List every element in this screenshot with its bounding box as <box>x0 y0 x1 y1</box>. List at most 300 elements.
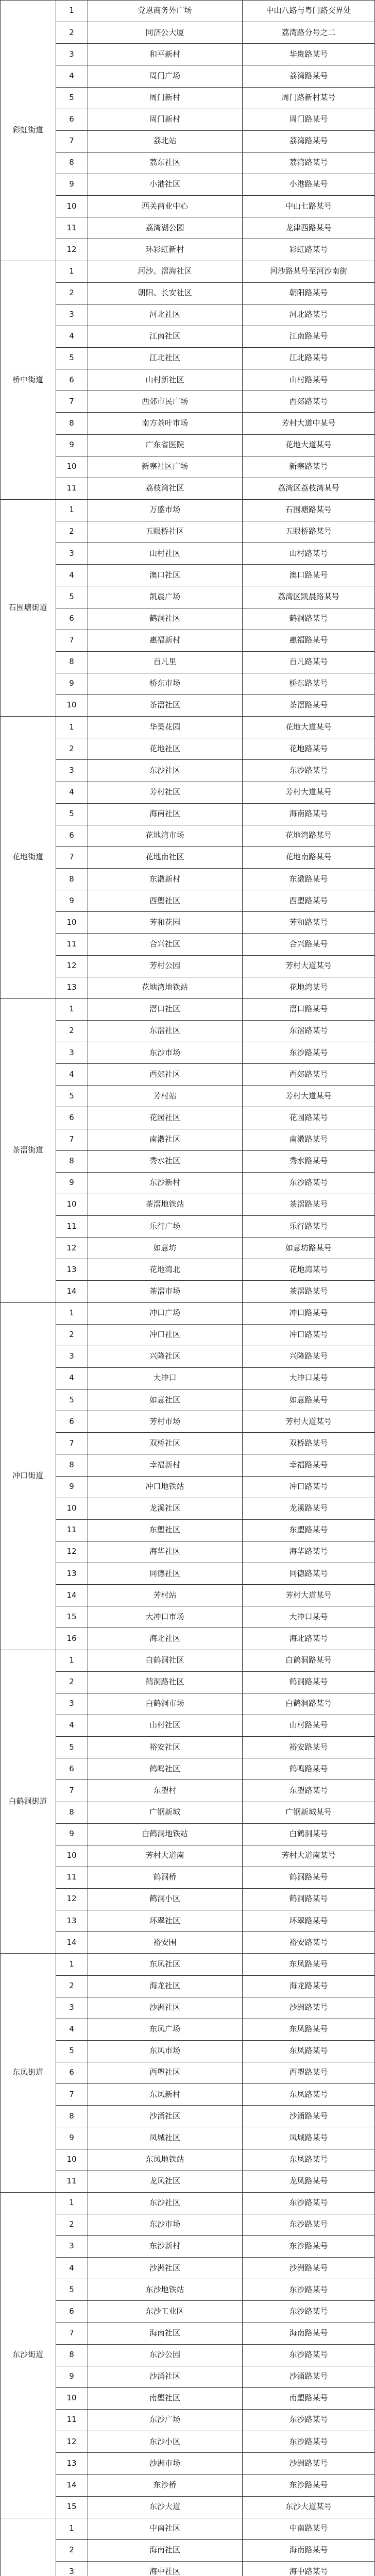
site-address: 茶滘路某号 <box>289 700 328 710</box>
row-rule <box>56 1888 375 1889</box>
row-number: 4 <box>69 787 74 796</box>
row-number: 1 <box>69 266 74 276</box>
row-number: 12 <box>66 1243 77 1252</box>
site-address: 沙洲路某号 <box>289 2263 328 2273</box>
site-name: 花地社区 <box>149 743 180 753</box>
row-number: 5 <box>69 2284 74 2294</box>
site-name: 大冲口市场 <box>145 1612 184 1621</box>
row-rule <box>56 1476 375 1477</box>
row-rule <box>56 1150 375 1151</box>
site-name: 环翠社区 <box>149 1916 180 1925</box>
street-name: 冲口街道 <box>12 1470 43 1480</box>
site-name: 海华社区 <box>149 1547 180 1556</box>
row-number: 2 <box>69 1026 74 1036</box>
row-number: 1 <box>69 6 74 15</box>
row-number: 14 <box>66 1937 77 1947</box>
row-number: 9 <box>69 1829 74 1839</box>
row-rule <box>56 2300 375 2301</box>
site-name: 东沙社区 <box>149 765 180 775</box>
row-number: 10 <box>66 2154 77 2164</box>
row-number: 4 <box>69 331 74 341</box>
row-number: 8 <box>69 657 74 667</box>
site-address: 荔湾区凯晨路某号 <box>277 591 339 601</box>
row-number: 10 <box>66 1199 77 1209</box>
row-rule <box>56 2235 375 2236</box>
row-number: 5 <box>69 1742 74 1752</box>
row-number: 5 <box>69 809 74 819</box>
site-address: 荔湾路某号 <box>289 136 328 146</box>
row-number: 4 <box>69 570 74 580</box>
site-address: 中山八路与粤门路交界处 <box>266 6 351 15</box>
site-address: 裕安路某号 <box>289 1742 328 1752</box>
site-name: 沙洲社区 <box>149 2003 180 2012</box>
row-number: 9 <box>69 679 74 688</box>
site-address: 凤城路某号 <box>289 2132 328 2142</box>
site-name: 环彩虹新村 <box>145 244 184 254</box>
row-number: 2 <box>69 1330 74 1340</box>
street-name: 茶滘街道 <box>12 1145 43 1155</box>
site-name: 周门新村 <box>149 114 180 124</box>
site-address: 大冲口某号 <box>289 1373 328 1383</box>
site-address: 东凤路某号 <box>289 1959 328 1969</box>
row-number: 11 <box>66 223 77 232</box>
site-name: 花园社区 <box>149 1112 180 1122</box>
site-address: 山村路某号 <box>289 1720 328 1730</box>
site-name: 芳村站 <box>153 1091 177 1100</box>
site-address: 山村路某号 <box>289 548 328 558</box>
site-name: 芳村社区 <box>149 787 180 796</box>
row-number: 13 <box>66 1568 77 1578</box>
row-rule <box>56 933 375 934</box>
site-name: 东沙新村 <box>149 2241 180 2251</box>
site-address: 茶滘路某号 <box>289 1286 328 1296</box>
site-name: 荔湾湖公园 <box>145 223 184 232</box>
row-rule <box>56 1020 375 1021</box>
site-address: 东沙路某号 <box>289 2415 328 2425</box>
row-number: 6 <box>69 2306 74 2316</box>
site-name: 同德社区 <box>149 1568 180 1578</box>
row-number: 7 <box>69 635 74 645</box>
site-address: 茶滘路某号 <box>289 1199 328 1209</box>
row-number: 9 <box>69 1178 74 1188</box>
row-number: 11 <box>66 2415 77 2425</box>
row-rule <box>56 2344 375 2345</box>
row-rule <box>56 195 375 196</box>
site-address: 环翠路某号 <box>289 1916 328 1925</box>
row-number: 2 <box>69 743 74 753</box>
site-name: 澳口社区 <box>149 570 180 580</box>
site-name: 凤城社区 <box>149 2132 180 2142</box>
row-number: 3 <box>69 1047 74 1057</box>
row-number: 1 <box>69 2523 74 2533</box>
row-rule <box>56 2083 375 2084</box>
site-address: 花地大道某号 <box>285 439 332 449</box>
row-number: 13 <box>66 1264 77 1274</box>
site-address: 花园路某号 <box>289 1112 328 1122</box>
row-rule <box>56 1085 375 1086</box>
row-number: 1 <box>69 722 74 732</box>
site-address: 广钢新城某号 <box>285 1807 332 1817</box>
site-address: 沙涌路某号 <box>289 2111 328 2121</box>
site-name: 东凤新村 <box>149 2089 180 2099</box>
row-number: 5 <box>69 92 74 102</box>
site-address: 南塱路某号 <box>289 2393 328 2403</box>
row-rule <box>56 955 375 956</box>
row-number: 1 <box>69 1655 74 1665</box>
row-rule <box>56 2257 375 2258</box>
site-address: 鹤洞路某号 <box>289 613 328 623</box>
row-number: 7 <box>69 1134 74 1144</box>
row-rule <box>56 868 375 869</box>
row-rule <box>56 2561 375 2562</box>
row-number: 6 <box>69 1416 74 1426</box>
site-name: 芳和花园 <box>149 917 180 927</box>
site-address: 西郊路某号 <box>289 1069 328 1079</box>
site-name: 朝阳、长安社区 <box>138 288 192 298</box>
site-name: 乐行广场 <box>149 1221 180 1231</box>
site-name: 芳村站 <box>153 1590 177 1600</box>
site-address: 合兴路某号 <box>289 939 328 948</box>
site-address: 芳村大道某号 <box>285 787 332 796</box>
site-address: 海南路某号 <box>289 2328 328 2337</box>
site-name: 华昊花园 <box>149 722 180 732</box>
site-address: 花地湾某号 <box>289 1264 328 1274</box>
row-number: 11 <box>66 2176 77 2186</box>
row-number: 7 <box>69 396 74 406</box>
site-name: 白鹤洞社区 <box>145 1655 184 1665</box>
row-rule <box>56 2040 375 2041</box>
row-number: 6 <box>69 1112 74 1122</box>
row-number: 13 <box>66 2458 77 2468</box>
row-number: 4 <box>69 1373 74 1383</box>
site-address: 荔湾区荔枝湾某号 <box>277 483 339 493</box>
site-name: 龙凤社区 <box>149 2176 180 2186</box>
row-number: 2 <box>69 1980 74 1990</box>
row-number: 10 <box>66 462 77 471</box>
site-name: 东沙工业区 <box>145 2306 184 2316</box>
site-name: 海北社区 <box>149 1633 180 1643</box>
site-address: 周门路某号 <box>289 114 328 124</box>
row-number: 7 <box>69 852 74 862</box>
site-name: 裕安围 <box>153 1937 177 1947</box>
site-name: 海南社区 <box>149 2545 180 2555</box>
row-number: 3 <box>69 310 74 319</box>
site-address: 东沙路某号 <box>289 1047 328 1057</box>
site-name: 鹤洞小区 <box>149 1894 180 1904</box>
site-name: 幸福新村 <box>149 1460 180 1469</box>
site-name: 东沙广场 <box>149 2415 180 2425</box>
site-name: 广东省医院 <box>145 439 184 449</box>
site-name: 河北社区 <box>149 310 180 319</box>
site-name: 东凤地铁站 <box>145 2154 184 2164</box>
site-address: 乐行路某号 <box>289 1221 328 1231</box>
site-name: 龙溪社区 <box>149 1503 180 1513</box>
site-address: 东沙路某号 <box>289 2198 328 2208</box>
site-name: 茶滘市场 <box>149 1286 180 1296</box>
row-number: 10 <box>66 1851 77 1860</box>
row-rule <box>56 412 375 413</box>
row-number: 7 <box>69 2089 74 2099</box>
row-rule <box>56 1519 375 1520</box>
site-name: 海南社区 <box>149 809 180 819</box>
row-number: 11 <box>66 1525 77 1535</box>
row-number: 3 <box>69 548 74 558</box>
site-address: 花地路某号 <box>289 743 328 753</box>
row-number: 8 <box>69 874 74 884</box>
site-address: 海龙路某号 <box>289 1980 328 1990</box>
site-name: 东凤社区 <box>149 1959 180 1969</box>
site-name: 东塱社区 <box>149 1525 180 1535</box>
site-address: 周门路新村某号 <box>281 92 336 102</box>
row-rule <box>56 2387 375 2388</box>
row-rule <box>56 2105 375 2106</box>
row-number: 2 <box>69 288 74 298</box>
row-number: 16 <box>66 1633 77 1643</box>
site-address: 东沙路某号 <box>289 2241 328 2251</box>
site-name: 白鹤洞地铁站 <box>141 1829 188 1839</box>
site-name: 荔北站 <box>153 136 177 146</box>
site-address: 白鹤洞路某号 <box>285 1699 332 1708</box>
row-number: 9 <box>69 2132 74 2142</box>
site-name: 惠福新村 <box>149 635 180 645</box>
site-name: 兴隆社区 <box>149 1351 180 1361</box>
site-name: 江南社区 <box>149 331 180 341</box>
site-name: 东凤广场 <box>149 2024 180 2034</box>
site-name: 党恩商务外广场 <box>138 6 192 15</box>
site-name: 凯晨广场 <box>149 591 180 601</box>
row-number: 5 <box>69 591 74 601</box>
row-number: 12 <box>66 1547 77 1556</box>
site-address: 江北路某号 <box>289 353 328 363</box>
site-name: 西郊市民广场 <box>141 396 188 406</box>
site-name: 东沙新村 <box>149 1178 180 1188</box>
site-name: 冲口地铁站 <box>145 1482 184 1492</box>
row-rule <box>56 347 375 348</box>
site-address: 龙凤路某号 <box>289 2176 328 2186</box>
site-name: 南塱社区 <box>149 2393 180 2403</box>
site-name: 茶滘社区 <box>149 700 180 710</box>
site-name: 小港社区 <box>149 179 180 189</box>
site-address: 如意路某号 <box>289 1395 328 1404</box>
street-name: 花地街道 <box>12 852 43 862</box>
site-address: 双桥路某号 <box>289 1438 328 1448</box>
site-address: 西郊路某号 <box>289 396 328 406</box>
row-rule <box>56 1215 375 1216</box>
site-name: 海中社区 <box>149 2567 180 2576</box>
row-number: 15 <box>66 2502 77 2511</box>
site-address: 东沙路某号 <box>289 1178 328 1188</box>
site-name: 沙涌社区 <box>149 2371 180 2381</box>
row-number: 10 <box>66 201 77 211</box>
row-number: 8 <box>69 2111 74 2121</box>
site-name: 山村社区 <box>149 1720 180 1730</box>
site-name: 西关商业中心 <box>141 201 188 211</box>
site-address: 鹤洞路某号 <box>289 1894 328 1904</box>
site-address: 沙洲路某号 <box>289 2458 328 2468</box>
site-address: 东凤路某号 <box>289 2154 328 2164</box>
row-number: 13 <box>66 982 77 992</box>
row-number: 15 <box>66 1612 77 1621</box>
row-number: 8 <box>69 418 74 428</box>
row-number: 14 <box>66 1590 77 1600</box>
row-number: 5 <box>69 1395 74 1404</box>
site-address: 裕安路某号 <box>289 1937 328 1947</box>
site-address: 兴隆路某号 <box>289 1351 328 1361</box>
site-name: 中南社区 <box>149 2523 180 2533</box>
row-number: 6 <box>69 1764 74 1773</box>
site-address: 幸福路某号 <box>289 1460 328 1469</box>
site-address: 荔湾路某号 <box>289 158 328 167</box>
row-number: 4 <box>69 1720 74 1730</box>
site-name: 桥东市场 <box>149 679 180 688</box>
row-number: 9 <box>69 895 74 905</box>
site-name: 东凤市场 <box>149 2046 180 2056</box>
row-rule <box>56 759 375 760</box>
row-rule <box>56 1324 375 1325</box>
row-rule <box>56 43 375 44</box>
site-name: 周门广场 <box>149 71 180 80</box>
row-rule <box>56 130 375 131</box>
site-name: 鹤鸣社区 <box>149 1764 180 1773</box>
street-name <box>0 2518 56 2576</box>
site-name: 东沙市场 <box>149 1047 180 1057</box>
row-number: 12 <box>66 2436 77 2446</box>
row-rule <box>56 1584 375 1585</box>
site-address: 芳村大道中某号 <box>281 418 336 428</box>
site-name: 秀水社区 <box>149 1156 180 1166</box>
site-name: 芳村市场 <box>149 1416 180 1426</box>
site-address: 澳口路某号 <box>289 570 328 580</box>
site-address: 芳村大道某号 <box>285 1416 332 1426</box>
row-rule <box>56 1280 375 1281</box>
site-address: 石围塘路某号 <box>285 505 332 515</box>
site-name: 鹤洞路社区 <box>145 1677 184 1687</box>
site-name: 滘口社区 <box>149 1004 180 1014</box>
site-address: 白鹤洞某号 <box>289 1829 328 1839</box>
site-address: 中山七路某号 <box>285 201 332 211</box>
row-number: 14 <box>66 1286 77 1296</box>
row-number: 8 <box>69 1156 74 1166</box>
site-name: 东沙市场 <box>149 2219 180 2229</box>
site-address: 花地湾路某号 <box>285 831 332 840</box>
site-name: 花地湾地铁站 <box>141 982 188 992</box>
row-number: 10 <box>66 917 77 927</box>
row-number: 4 <box>69 2263 74 2273</box>
site-name: 荔枝湾社区 <box>145 483 184 493</box>
site-address: 东沙路某号 <box>289 2306 328 2316</box>
street-name: 彩虹街道 <box>12 125 43 135</box>
site-address: 芳村大道南某号 <box>281 1851 336 1860</box>
site-address: 海中路某号 <box>289 2567 328 2576</box>
row-number: 3 <box>69 1351 74 1361</box>
site-address: 西塱路某号 <box>289 895 328 905</box>
site-address: 新塞路某号 <box>289 462 328 471</box>
site-name: 冲口社区 <box>149 1330 180 1340</box>
row-number: 6 <box>69 114 74 124</box>
site-name: 西郊社区 <box>149 1069 180 1079</box>
site-address: 鹤洞路某号 <box>289 1872 328 1882</box>
site-name: 江北社区 <box>149 353 180 363</box>
row-number: 1 <box>69 1004 74 1014</box>
site-address: 海华路某号 <box>289 1547 328 1556</box>
site-address: 东凤路某号 <box>289 2046 328 2056</box>
row-rule <box>56 1931 375 1932</box>
site-address: 河北路某号 <box>289 310 328 319</box>
row-rule <box>56 2496 375 2497</box>
site-name: 南方茶叶市场 <box>141 418 188 428</box>
site-address: 大冲口某号 <box>289 1612 328 1621</box>
row-number: 1 <box>69 1959 74 1969</box>
site-name: 沙洲社区 <box>149 2263 180 2273</box>
site-address: 冲口路某号 <box>289 1330 328 1340</box>
row-number: 1 <box>69 505 74 515</box>
site-name: 海南社区 <box>149 2328 180 2337</box>
site-address: 秀水路某号 <box>289 1156 328 1166</box>
row-number: 5 <box>69 1091 74 1100</box>
site-address: 同德路某号 <box>289 1568 328 1578</box>
row-rule <box>56 87 375 88</box>
site-name: 东滘社区 <box>149 1026 180 1036</box>
street-name: 东凤街道 <box>12 2067 43 2077</box>
site-address: 龙溪路某号 <box>289 1503 328 1513</box>
site-address: 东沙路某号 <box>289 765 328 775</box>
site-address: 华贵路某号 <box>289 49 328 59</box>
site-name: 花地湾市场 <box>145 831 184 840</box>
row-number: 3 <box>69 2567 74 2576</box>
row-rule <box>56 846 375 847</box>
site-address: 花地南路某号 <box>285 852 332 862</box>
site-address: 龙津西路某号 <box>285 223 332 232</box>
site-address: 江南路某号 <box>289 331 328 341</box>
row-number: 3 <box>69 1699 74 1708</box>
row-number: 3 <box>69 2003 74 2012</box>
site-address: 东滘路某号 <box>289 1026 328 1036</box>
site-address: 花地大道某号 <box>285 722 332 732</box>
site-address: 鹤鸣路某号 <box>289 1764 328 1773</box>
row-number: 6 <box>69 375 74 384</box>
row-number: 10 <box>66 2393 77 2403</box>
site-name: 东塱村 <box>153 1785 177 1795</box>
row-rule <box>56 434 375 435</box>
row-number: 13 <box>66 1916 77 1925</box>
site-name: 白鹤洞市场 <box>145 1699 184 1708</box>
site-name: 南漖社区 <box>149 1134 180 1144</box>
row-number: 12 <box>66 1894 77 1904</box>
row-number: 7 <box>69 1438 74 1448</box>
site-address: 五眼桥路某号 <box>285 527 332 536</box>
row-number: 3 <box>69 49 74 59</box>
site-address: 冲口路某号 <box>289 1308 328 1318</box>
site-name: 东沙小区 <box>149 2436 180 2446</box>
row-rule <box>56 564 375 565</box>
site-address: 沙洲路某号 <box>289 2003 328 2012</box>
row-number: 7 <box>69 1785 74 1795</box>
site-name: 万盛市场 <box>149 505 180 515</box>
site-address: 荔湾路分号之二 <box>281 27 336 37</box>
site-name: 芳村公园 <box>149 961 180 970</box>
site-name: 山村新社区 <box>145 375 184 384</box>
row-number: 2 <box>69 27 74 37</box>
row-rule <box>56 1063 375 1064</box>
site-address: 花地湾某号 <box>289 982 328 992</box>
site-name: 如意坊 <box>153 1243 177 1252</box>
site-address: 东塱路某号 <box>289 1525 328 1535</box>
site-name: 芳村大道南 <box>145 1851 184 1860</box>
site-address: 百凡路某号 <box>289 657 328 667</box>
site-name: 东沙大道 <box>149 2502 180 2511</box>
row-rule <box>56 1237 375 1238</box>
row-number: 2 <box>69 1677 74 1687</box>
